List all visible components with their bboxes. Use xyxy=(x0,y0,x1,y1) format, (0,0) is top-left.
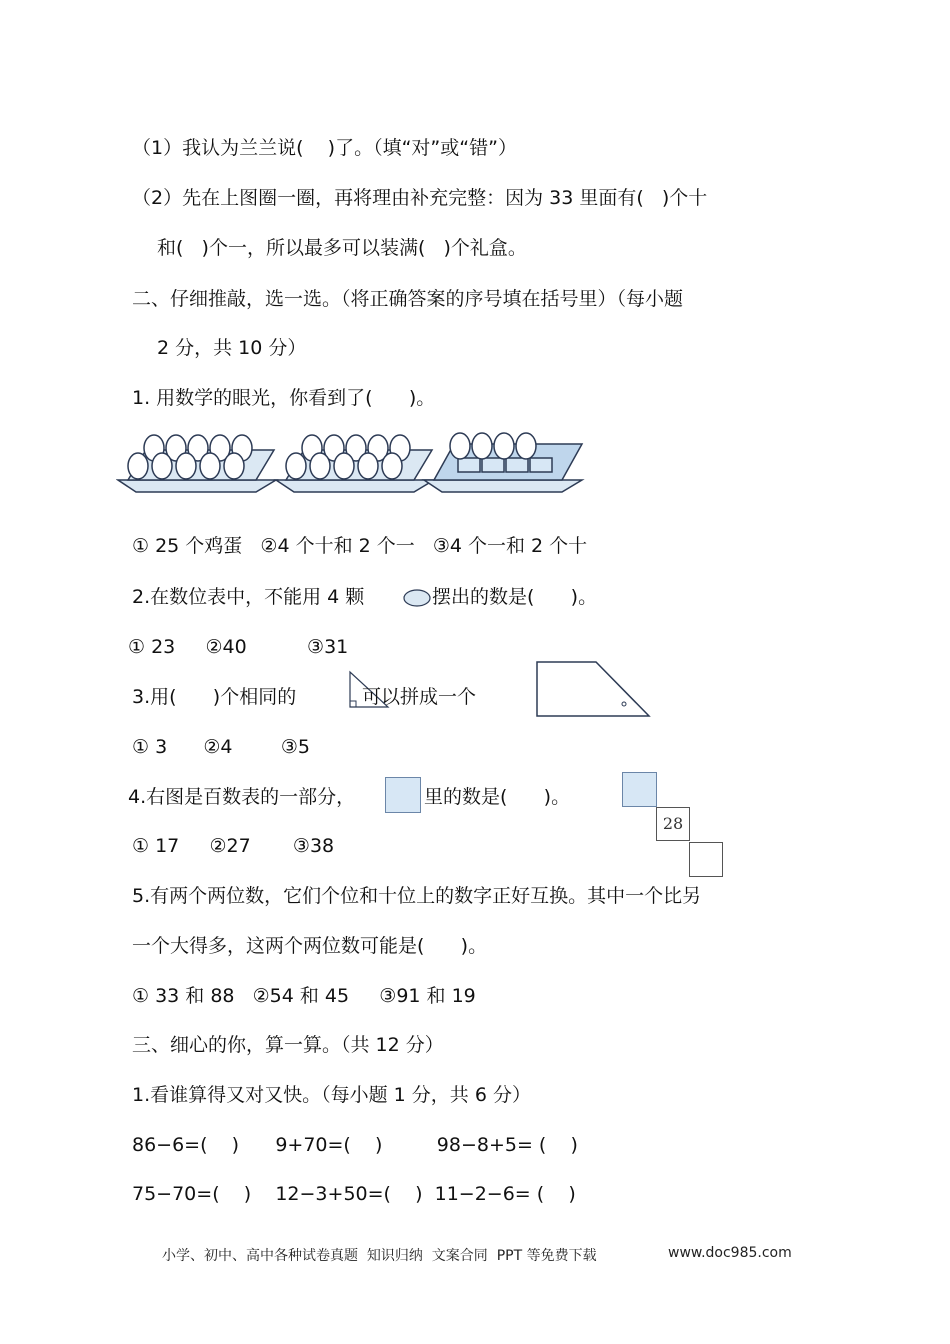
question-3-options: ① 3 ②4 ③5 xyxy=(132,736,310,758)
subquestion-2: （2）先在上图圈一圈，再将理由补充完整：因为 33 里面有( )个十 xyxy=(132,187,708,209)
section-3-heading: 三、细心的你，算一算。（共 12 分） xyxy=(132,1034,444,1056)
question-5: 5.有两个两位数，它们个位和十位上的数字正好互换。其中一个比另 xyxy=(132,885,702,907)
question-3-part-b: 可以拼成一个 xyxy=(362,686,477,708)
question-4-part-a: 4.右图是百数表的一部分， xyxy=(128,786,356,808)
section-2-heading-cont: 2 分，共 10 分） xyxy=(157,337,307,359)
egg-tray-partial xyxy=(424,433,582,492)
egg-trays-figure xyxy=(116,430,586,500)
question-5-cont: 一个大得多，这两个两位数可能是( )。 xyxy=(132,935,488,957)
subquestion-1: （1）我认为兰兰说( )了。（填“对”或“错”） xyxy=(132,137,517,159)
hundred-chart-fragment xyxy=(622,772,726,880)
question-2-options: ① 23 ②40 ③31 xyxy=(128,636,349,658)
question-1: 1. 用数学的眼光，你看到了( )。 xyxy=(132,387,436,409)
calculation-row-2: 75−70=( ) 12−3+50=( ) 11−2−6= ( ) xyxy=(132,1183,576,1205)
calculation-row-1: 86−6=( ) 9+70=( ) 98−8+5= ( ) xyxy=(132,1134,578,1156)
footer-text: 小学、初中、高中各种试卷真题 知识归纳 文案合同 PPT 等免费下载 xyxy=(162,1248,597,1264)
question-5-options: ① 33 和 88 ②54 和 45 ③91 和 19 xyxy=(132,985,476,1007)
question-2-part-b: 摆出的数是( )。 xyxy=(432,586,598,608)
question-1-options: ① 25 个鸡蛋 ②4 个十和 2 个一 ③4 个一和 2 个十 xyxy=(132,535,588,557)
question-3-part-a: 3.用( )个相同的 xyxy=(132,686,297,708)
trapezoid-shape xyxy=(534,660,654,720)
question-4-options: ① 17 ②27 ③38 xyxy=(132,835,335,857)
footer-url[interactable]: www.doc985.com xyxy=(668,1245,792,1261)
question-2-part-a: 2.在数位表中，不能用 4 颗 xyxy=(132,586,365,608)
subquestion-2-cont: 和( )个一，所以最多可以装满( )个礼盒。 xyxy=(157,237,527,259)
grid-cell-28: 28 xyxy=(656,807,690,841)
grid-cell-empty xyxy=(689,842,723,877)
bead-icon xyxy=(402,588,432,608)
question-4-part-b: 里的数是( )。 xyxy=(424,786,571,808)
egg-tray-full-1 xyxy=(118,435,276,492)
section-2-heading: 二、仔细推敲，选一选。（将正确答案的序号填在括号里）（每小题 xyxy=(132,288,684,310)
section-3-question-1: 1.看谁算得又对又快。（每小题 1 分，共 6 分） xyxy=(132,1084,531,1106)
egg-tray-full-2 xyxy=(276,435,434,492)
blue-square-icon xyxy=(385,777,421,813)
grid-cell-blue xyxy=(622,772,657,807)
